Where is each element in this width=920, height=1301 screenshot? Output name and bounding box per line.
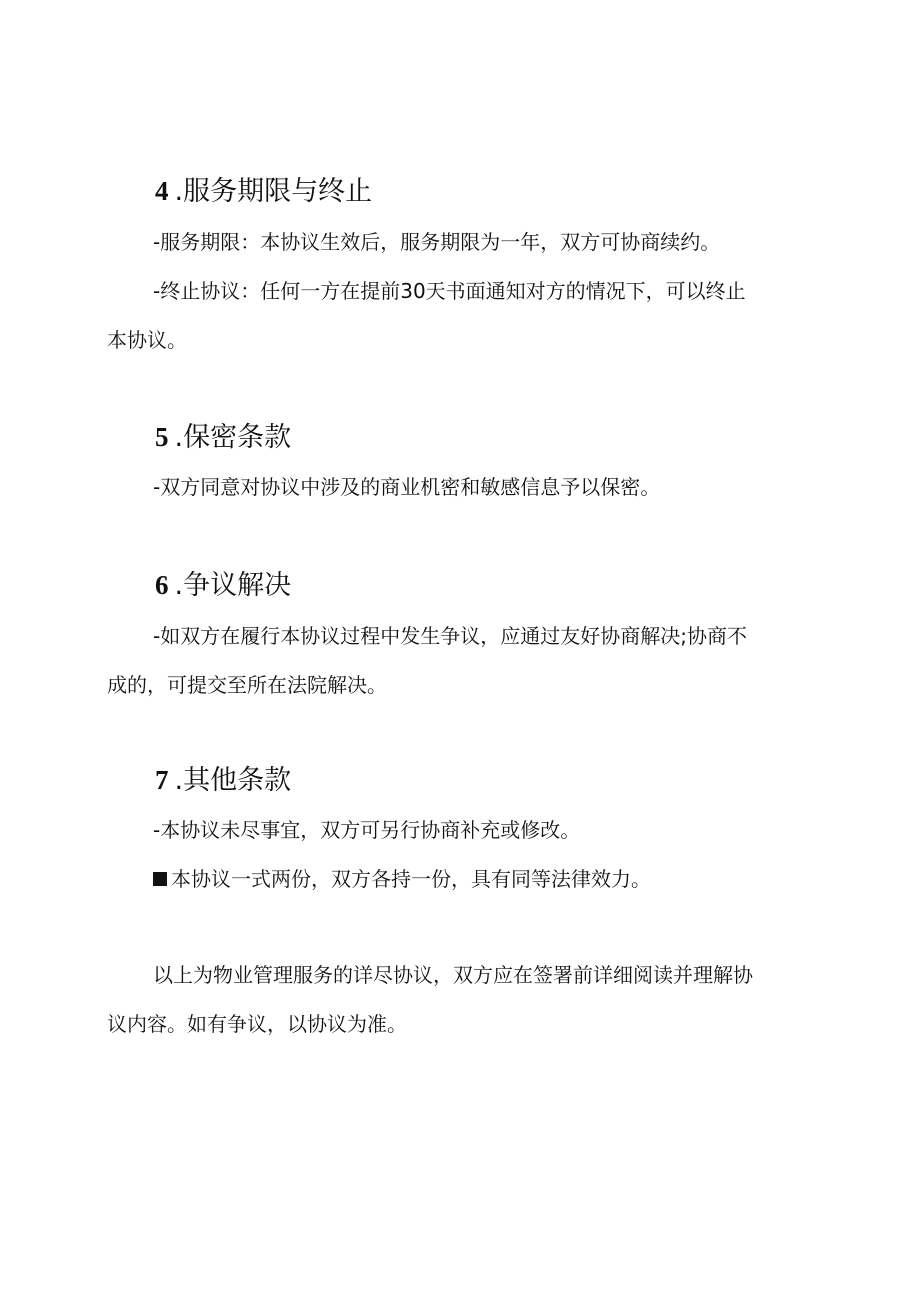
section-title: .服务期限与终止 (174, 176, 373, 207)
section-title: .争议解决 (174, 570, 292, 601)
bullet-line (153, 864, 651, 894)
paragraph-line: -终止协议：任何一方在提前30天书面通知对方的情况下，可以终止 (153, 279, 746, 303)
paragraph-line: 本协议。 (107, 328, 187, 352)
section-heading-6 (155, 568, 291, 603)
paragraph-line: 成的，可提交至所在法院解决。 (107, 673, 387, 697)
section-heading-4 (155, 174, 372, 209)
section-number: 4 (155, 176, 169, 206)
section-number: 6 (155, 570, 169, 600)
paragraph-line: -如双方在履行本协议过程中发生争议，应通过友好协商解决;协商不 (153, 624, 747, 648)
paragraph-line: 本协议一式两份，双方各持一份，具有同等法律效力。 (171, 867, 651, 891)
section-heading-7 (155, 763, 291, 798)
section-title: .保密条款 (174, 422, 292, 453)
square-bullet-icon (153, 872, 167, 886)
section-title: .其他条款 (174, 765, 292, 796)
section-number: 5 (155, 422, 169, 452)
closing-line: 议内容。如有争议，以协议为准。 (107, 1012, 407, 1036)
closing-line: 以上为物业管理服务的详尽协议，双方应在签署前详细阅读并理解协 (153, 963, 753, 987)
paragraph-line: -双方同意对协议中涉及的商业机密和敏感信息予以保密。 (153, 475, 661, 499)
section-heading-5 (155, 420, 291, 455)
section-number: 7 (155, 765, 169, 795)
paragraph-line: -本协议未尽事宜，双方可另行协商补充或修改。 (153, 818, 581, 842)
paragraph-line: -服务期限：本协议生效后，服务期限为一年，双方可协商续约。 (153, 230, 721, 254)
